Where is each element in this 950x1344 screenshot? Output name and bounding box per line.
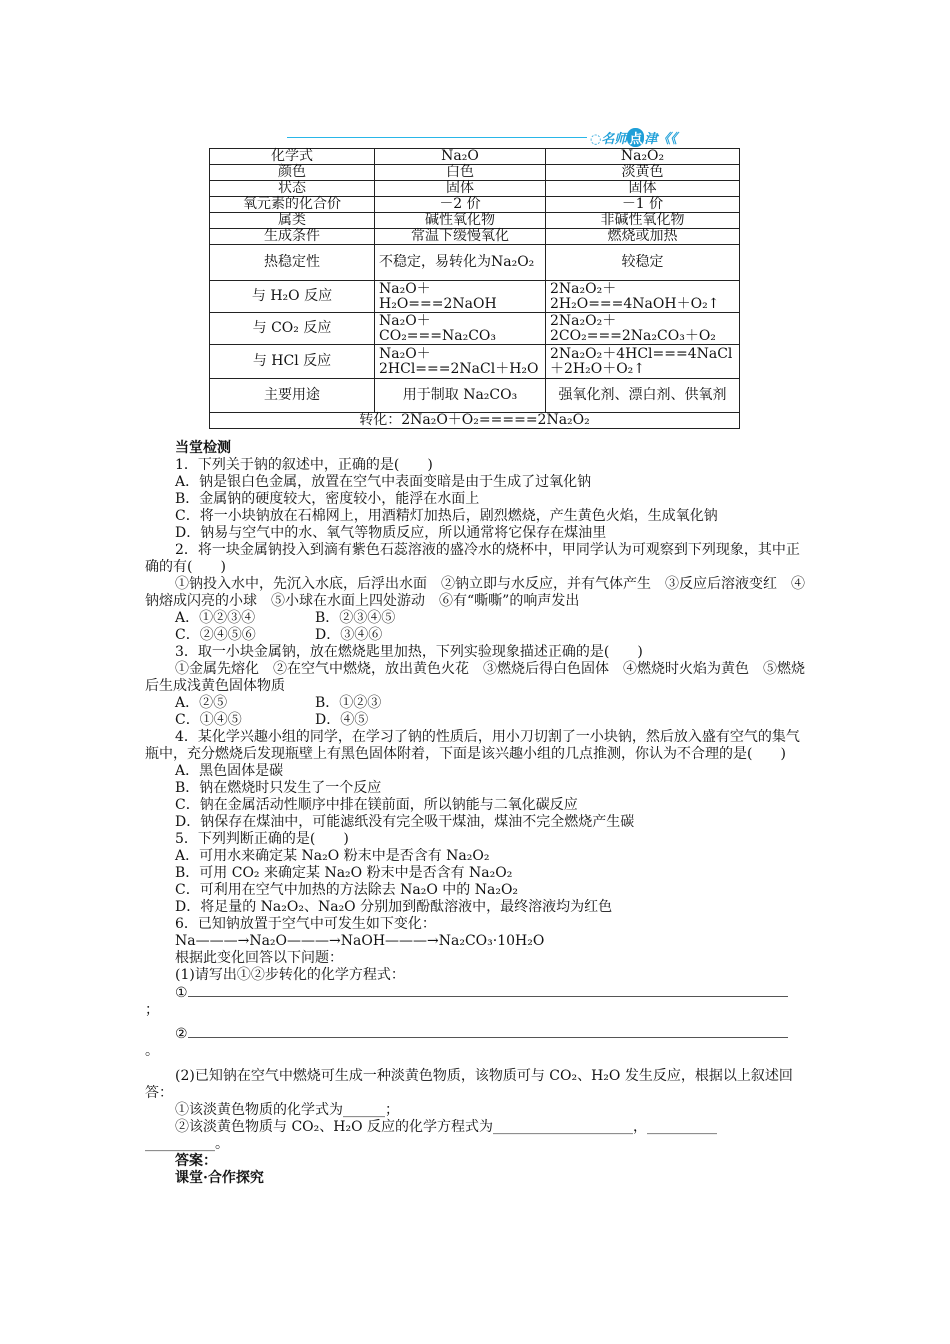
table-row (210, 213, 740, 229)
na2o2-cell: －1 价 (546, 197, 740, 213)
q2-options-ab: A．①②③④ B．②③④⑤ (175, 610, 396, 626)
na2o2-cell: 2Na₂O₂＋2H₂O===4NaOH＋O₂↑ (546, 281, 740, 313)
q3-options-ab: A．②⑤ B．①②③ (175, 695, 382, 711)
comparison-table (209, 148, 740, 429)
q3-stem: 3．取一小块金属钠，放在燃烧匙里加热，下列实验现象描述正确的是( ) (175, 644, 643, 660)
na2o-cell: －2 价 (375, 197, 546, 213)
q6-part1: (1)请写出①②步转化的化学方程式： (175, 967, 405, 983)
q4-option-c: C．钠在金属活动性顺序中排在镁前面，所以钠能与二氧化碳反应 (175, 797, 578, 813)
na2o2-cell: 2Na₂O₂＋4HCl===4NaCl＋2H₂O＋O₂↑ (546, 345, 740, 379)
q6-stem: 6．已知钠放置于空气中可发生如下变化： (175, 916, 436, 932)
table-row (210, 165, 740, 181)
header-badge: ◌名师 点 津《《 (590, 128, 677, 146)
q1-option-a: A．钠是银白色金属，放置在空气中表面变暗是由于生成了过氧化钠 (175, 474, 592, 490)
q5-option-d: D．将足量的 Na₂O₂、Na₂O 分别加到酚酞溶液中，最终溶液均为红色 (175, 899, 613, 915)
q5-option-b: B．可用 CO₂ 来确定某 Na₂O 粉末中是否含有 Na₂O₂ (175, 865, 513, 881)
q6-part2-c: __________。 (145, 1136, 229, 1152)
row-label: 状态 (210, 181, 375, 197)
q5-option-c: C．可利用在空气中加热的方法除去 Na₂O 中的 Na₂O₂ (175, 882, 519, 898)
row-label: 属类 (210, 213, 375, 229)
q4-stem: 4．某化学兴趣小组的同学，在学习了钠的性质后，用小刀切割了一小块钠，然后放入盛有空气的集气瓶中，充分燃烧后发现瓶壁上有黑色固体附着，下面是该兴趣小组的几点推测，你认为不合理的是( ) (145, 729, 800, 762)
na2o-cell: Na₂O＋2HCl===2NaCl＋H₂O (375, 345, 546, 379)
header-rule (287, 137, 587, 138)
row-label: 氧元素的化合价 (210, 197, 375, 213)
section-title: 当堂检测 (175, 440, 231, 456)
row-label: 颜色 (210, 165, 375, 181)
q1-stem: 1．下列关于钠的叙述中，正确的是( ) (175, 457, 433, 473)
table-row (210, 181, 740, 197)
row-label: 与 HCl 反应 (210, 345, 375, 379)
answers-title: 答案： (175, 1153, 217, 1169)
q2-items: ①钠投入水中，先沉入水底，后浮出水面 ②钠立即与水反应，并有气体产生 ③反应后溶液变红 ④钠熔成闪亮的小球 ⑤小球在水面上四处游动 ⑥有“嘶嘶”的响声发出 (145, 576, 805, 609)
q3-items: ①金属先熔化 ②在空气中燃烧，放出黄色火花 ③燃烧后得白色固体 ④燃烧时火焰为黄色 ⑤燃烧后生成浅黄色固体物质 (145, 661, 805, 694)
row-label: 生成条件 (210, 229, 375, 245)
conversion-equation: 转化：2Na₂O＋O₂=====2Na₂O₂ (210, 413, 740, 429)
q6-blank-2[interactable]: ② (145, 1025, 807, 1043)
table-row (210, 197, 740, 213)
na2o-cell: 常温下缓慢氧化 (375, 229, 546, 245)
na2o2-cell: 固体 (546, 181, 740, 197)
table-row (210, 281, 740, 313)
q4-option-b: B．钠在燃烧时只发生了一个反应 (175, 780, 382, 796)
q4-option-d: D．钠保存在煤油中，可能滤纸没有完全吸干煤油，煤油不完全燃烧产生碳 (175, 814, 635, 830)
row-label: 与 H₂O 反应 (210, 281, 375, 313)
q5-option-a: A．可用水来确定某 Na₂O 粉末中是否含有 Na₂O₂ (175, 848, 490, 864)
row-label: 主要用途 (210, 379, 375, 413)
na2o2-cell: 较稳定 (546, 245, 740, 281)
q4-option-a: A．黑色固体是碳 (175, 763, 284, 779)
table-row (210, 245, 740, 281)
na2o2-cell: 淡黄色 (546, 165, 740, 181)
q6-part2-a: ①该淡黄色物质的化学式为______； (175, 1102, 399, 1118)
table-row (210, 379, 740, 413)
na2o2-cell: 燃烧或加热 (546, 229, 740, 245)
na2o2-cell: 2Na₂O₂＋2CO₂===2Na₂CO₃＋O₂ (546, 313, 740, 345)
q1-option-d: D．钠易与空气中的水、氧气等物质反应，所以通常将它保存在煤油里 (175, 525, 607, 541)
q6-part2: (2)已知钠在空气中燃烧可生成一种淡黄色物质，该物质可与 CO₂、H₂O 发生反应，根据以上叙述回答： (145, 1068, 793, 1101)
na2o-cell: Na₂O (375, 149, 546, 165)
q1-option-c: C．将一小块钠放在石棉网上，用酒精灯加热后，剧烈燃烧，产生黄色火焰，生成氧化钠 (175, 508, 718, 524)
q6-intro: 根据此变化回答以下问题： (175, 950, 343, 966)
q1-option-b: B．金属钠的硬度较大，密度较小，能浮在水面上 (175, 491, 480, 507)
q3-options-cd: C．①④⑤ D．④⑤ (175, 712, 369, 728)
row-label: 化学式 (210, 149, 375, 165)
table-row (210, 229, 740, 245)
answers-subtitle: 课堂·合作探究 (175, 1170, 264, 1186)
na2o-cell: Na₂O＋H₂O===2NaOH (375, 281, 546, 313)
na2o2-cell: Na₂O₂ (546, 149, 740, 165)
row-label: 热稳定性 (210, 245, 375, 281)
q6-semicolon: ； (145, 1002, 159, 1018)
na2o-cell: 白色 (375, 165, 546, 181)
table-footer-row (210, 413, 740, 429)
na2o-cell: Na₂O＋CO₂===Na₂CO₃ (375, 313, 546, 345)
table-row (210, 149, 740, 165)
quiz-content (145, 440, 807, 1187)
q5-stem: 5．下列判断正确的是( ) (175, 831, 349, 847)
q2-stem: 2．将一块金属钠投入到滴有紫色石蕊溶液的盛冷水的烧杯中，甲同学认为可观察到下列现象，其中正确的有( ) (145, 542, 800, 575)
na2o2-cell: 强氧化剂、漂白剂、供氧剂 (546, 379, 740, 413)
q6-blank-1[interactable]: ① (145, 984, 807, 1002)
na2o-cell: 不稳定，易转化为Na₂O₂ (375, 245, 546, 281)
na2o-cell: 用于制取 Na₂CO₃ (375, 379, 546, 413)
row-label: 与 CO₂ 反应 (210, 313, 375, 345)
q6-chain: Na———→Na₂O———→NaOH———→Na₂CO₃·10H₂O (175, 933, 545, 949)
table-row (210, 313, 740, 345)
na2o-cell: 碱性氧化物 (375, 213, 546, 229)
q6-period: 。 (145, 1043, 159, 1059)
table-row (210, 345, 740, 379)
na2o2-cell: 非碱性氧化物 (546, 213, 740, 229)
q6-part2-b: ②该淡黄色物质与 CO₂、H₂O 反应的化学方程式为____________________，__________ (175, 1119, 717, 1135)
q2-options-cd: C．②④⑤⑥ D．③④⑥ (175, 627, 383, 643)
na2o-cell: 固体 (375, 181, 546, 197)
